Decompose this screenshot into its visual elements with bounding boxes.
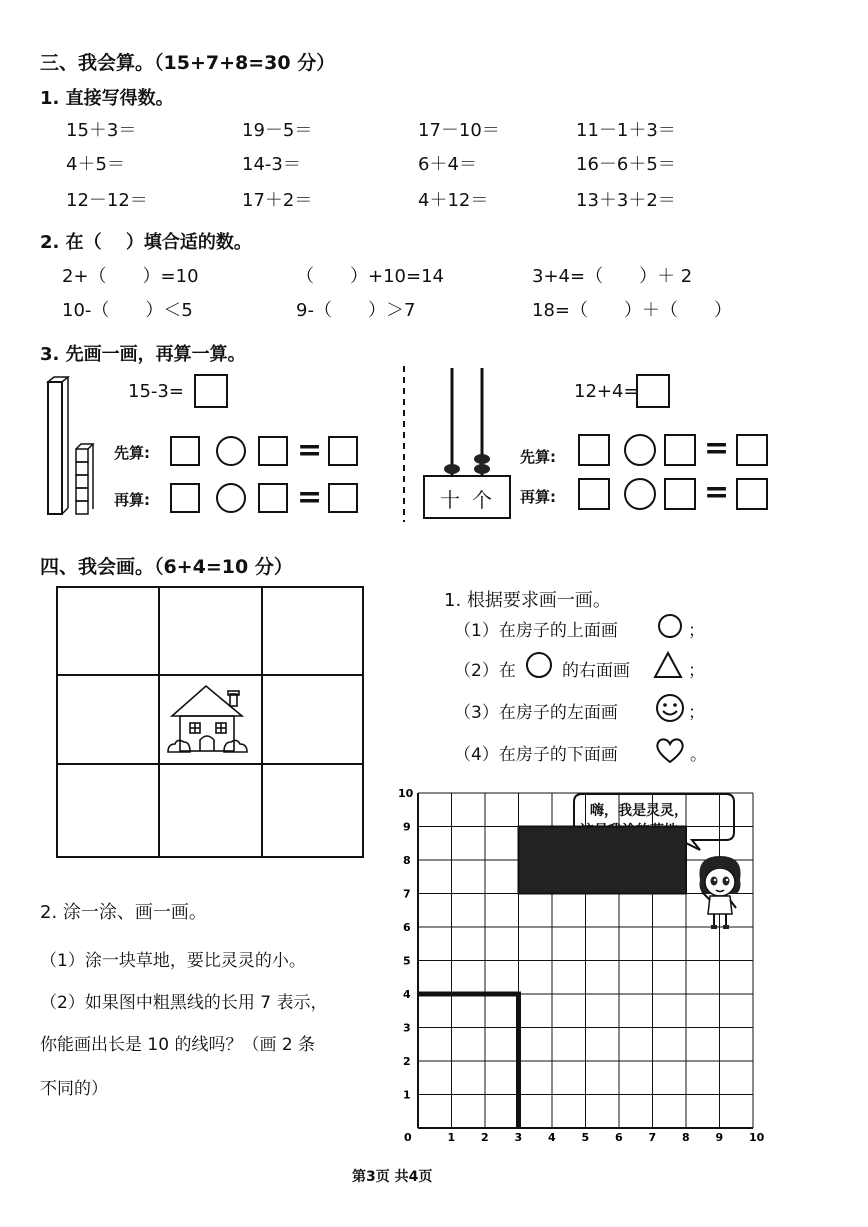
semicolon: ； [688,703,705,723]
y-tick-label: 10 [398,787,414,800]
x-tick-label: 3 [514,1131,523,1144]
calc-item: 17－10＝ [418,120,500,141]
x-tick-label: 8 [682,1131,690,1144]
draw-item-1: （1）在房子的上面画 [454,621,618,641]
x-tick-label: 7 [648,1131,657,1144]
triangle-icon [652,650,684,680]
y-tick-label: 1 [403,1088,411,1102]
answer-box[interactable] [258,436,288,466]
operator-circle[interactable] [216,436,246,466]
first-calc-label: 先算: [114,444,150,462]
answer-box[interactable] [736,434,768,466]
q2-line-4: 不同的） [40,1079,108,1099]
position-grid [56,586,364,858]
answer-box[interactable] [664,434,696,466]
q3-title: 3. 先画一画，再算一算。 [40,344,246,365]
y-tick-label: 6 [403,921,411,934]
fill-item: 10-（ ）＜5 [62,300,193,321]
fill-item: （ ）+10=14 [296,266,444,287]
answer-box[interactable] [328,483,358,513]
calc-item: 15＋3＝ [66,120,137,141]
x-tick-label: 5 [581,1131,590,1144]
x-tick-label: 9 [715,1131,724,1144]
circle-icon [524,650,554,680]
draw-item-3: （3）在房子的左面画 [454,703,618,723]
answer-box[interactable] [258,483,288,513]
y-tick-label: 2 [403,1055,411,1068]
fill-item: 9-（ ）＞7 [296,300,416,321]
draw-q1-title: 1. 根据要求画一画。 [444,590,611,611]
fill-item: 18=（ ）＋（ ） [532,300,732,321]
answer-box[interactable] [170,436,200,466]
calc-item: 11－1＋3＝ [576,120,676,141]
x-tick-label: 1 [447,1131,456,1144]
calc-item: 19－5＝ [242,120,313,141]
q2-title: 2. 在（ ）填合适的数。 [40,232,252,253]
operator-circle[interactable] [216,483,246,513]
fill-item: 3+4=（ ）＋ 2 [532,266,693,287]
equals-sign: = [704,475,730,510]
semicolon: ； [688,621,705,641]
section4-title: 四、我会画。（6+4=10 分） [40,556,293,578]
y-tick-label: 5 [403,954,411,968]
semicolon: ； [688,661,705,681]
abacus-ones-label: 个 [472,488,492,512]
then-calc-label: 再算: [520,488,556,506]
draw-item-4: （4）在房子的下面画 [454,745,618,765]
q2-line-1: （1）涂一块草地，要比灵灵的小。 [40,951,306,971]
answer-box[interactable] [736,478,768,510]
y-tick-label: 9 [403,820,411,834]
draw-item-2-right: 的右面画 [562,661,630,681]
dashed-divider [398,364,412,524]
speech-line-1: 嗨，我是灵灵， [590,803,688,819]
q1-title: 1. 直接写得数。 [40,88,174,109]
y-tick-label: 4 [403,988,411,1001]
calc-item: 16－6＋5＝ [576,154,676,175]
heart-icon [654,734,686,766]
answer-box[interactable] [578,478,610,510]
circle-icon [656,612,684,640]
page-footer: 第3页 共4页 [352,1169,433,1185]
calc-item: 4＋5＝ [66,154,125,175]
period: 。 [690,745,707,765]
calc-item: 6＋4＝ [418,154,477,175]
calc-item: 12－12＝ [66,190,148,211]
draw-item-2: （2）在 [454,661,516,681]
x-tick-label: 0 [404,1131,412,1144]
equals-sign: = [297,480,323,515]
y-tick-label: 3 [403,1021,411,1035]
operator-circle[interactable] [624,478,656,510]
abacus-icon [422,366,512,522]
answer-box[interactable] [664,478,696,510]
y-tick-label: 7 [403,887,411,901]
grass-rect [519,827,687,894]
x-tick-label: 10 [749,1131,765,1144]
first-calc-label: 先算: [520,448,556,466]
x-tick-label: 2 [481,1131,489,1144]
then-calc-label: 再算: [114,491,150,509]
girl-character-icon [692,852,748,930]
answer-box[interactable] [194,374,228,408]
q2-line-3: 你能画出长是 10 的线吗？（画 2 条 [40,1035,316,1055]
house-icon [168,686,247,752]
section3-title: 三、我会算。（15+7+8=30 分） [40,52,336,74]
answer-box[interactable] [170,483,200,513]
calc-item: 14-3＝ [242,154,301,175]
answer-box[interactable] [578,434,610,466]
calc-item: 4＋12＝ [418,190,489,211]
q2-line-2: （2）如果图中粗黑线的长用 7 表示， [40,993,328,1013]
abacus-tens-label: 十 [440,488,460,512]
y-tick-label: 8 [403,854,411,867]
answer-box[interactable] [328,436,358,466]
left-equation: 15-3= [128,381,184,402]
x-tick-label: 6 [615,1131,623,1144]
smiley-icon [654,692,686,724]
fill-item: 2+（ ）=10 [62,266,199,287]
answer-box[interactable] [636,374,670,408]
ten-rod-blocks-icon [44,376,98,518]
right-equation: 12+4= [574,381,639,402]
calc-item: 13＋3＋2＝ [576,190,676,211]
operator-circle[interactable] [624,434,656,466]
draw-q2-title: 2. 涂一涂、画一画。 [40,902,207,923]
x-tick-label: 4 [548,1131,556,1144]
equals-sign: = [297,433,323,468]
equals-sign: = [704,431,730,466]
calc-item: 17＋2＝ [242,190,313,211]
